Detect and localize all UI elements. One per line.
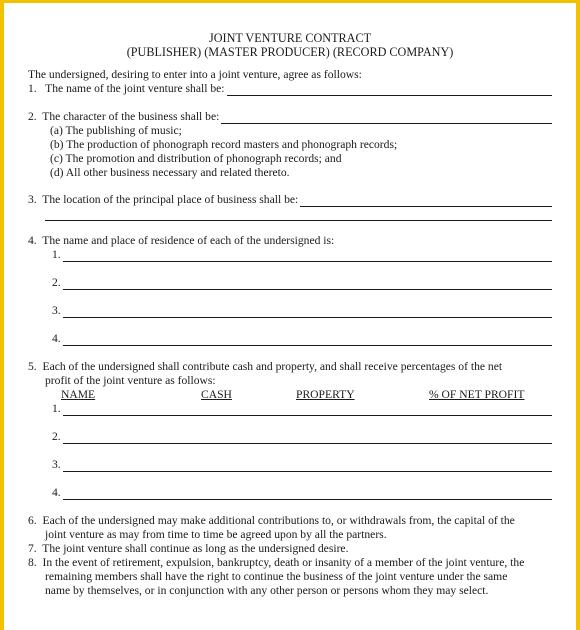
principal-place-blank[interactable] <box>300 195 552 207</box>
row-number: 4. <box>52 332 61 345</box>
residence-blank-4[interactable] <box>63 334 552 346</box>
residence-blank-2[interactable] <box>63 278 552 290</box>
item-8-line-3: name by themselves, or in conjunction with any other person or persons whom they may select. <box>45 584 489 597</box>
item-2-sub-a: (a) The publishing of music; <box>50 124 182 137</box>
header-net-profit: % OF NET PROFIT <box>429 388 525 401</box>
row-number: 2. <box>52 430 61 443</box>
residence-blank-3[interactable] <box>63 306 552 318</box>
profit-blank-2[interactable] <box>63 432 552 444</box>
header-name: NAME <box>61 388 96 401</box>
item-2-sub-c: (c) The promotion and distribution of phonograph records; and <box>50 152 342 165</box>
title-line-1: JOINT VENTURE CONTRACT <box>208 31 372 45</box>
item-3 <box>28 193 552 207</box>
row-number: 3. <box>52 304 61 317</box>
item-6-line-1: 6. Each of the undersigned may make additional contributions to, or withdrawals from, the capital of the <box>28 514 515 527</box>
header-property: PROPERTY <box>296 388 355 401</box>
profit-table-headers <box>28 388 552 402</box>
residence-blank-1[interactable] <box>63 250 552 262</box>
item-8-line-2: remaining members shall have the right to continue the business of the joint venture under the same <box>45 570 508 583</box>
row-number: 2. <box>52 276 61 289</box>
item-3-label: 3. The location of the principal place of business shall be: <box>28 193 299 206</box>
item-5-line-1: 5. Each of the undersigned shall contribute cash and property, and shall receive percentages of the net <box>28 360 503 373</box>
profit-row <box>28 402 552 416</box>
item-7: 7. The joint venture shall continue as long as the undersigned desire. <box>28 542 349 555</box>
residence-row <box>28 332 552 346</box>
item-2-label: 2. The character of the business shall be: <box>28 110 220 123</box>
item-1 <box>28 82 552 96</box>
principal-place-blank-2[interactable] <box>45 209 552 221</box>
profit-row <box>28 486 552 500</box>
joint-venture-name-blank[interactable] <box>227 84 552 96</box>
intro-text: The undersigned, desiring to enter into a joint venture, agree as follows: <box>28 68 362 81</box>
item-2-sub-b: (b) The production of phonograph record masters and phonograph records; <box>50 138 398 151</box>
item-4-label: 4. The name and place of residence of each of the undersigned is: <box>28 234 335 247</box>
header-cash: CASH <box>201 388 232 401</box>
contract-body <box>28 31 552 598</box>
profit-blank-4[interactable] <box>63 488 552 500</box>
profit-blank-3[interactable] <box>63 460 552 472</box>
profit-blank-1[interactable] <box>63 404 552 416</box>
row-number: 1. <box>52 248 61 261</box>
item-1-label: 1. The name of the joint venture shall be: <box>28 82 225 95</box>
residence-row <box>28 276 552 290</box>
row-number: 4. <box>52 486 61 499</box>
profit-row <box>28 430 552 444</box>
item-5-line-2: profit of the joint venture as follows: <box>45 374 216 387</box>
title-line-2: (PUBLISHER) (MASTER PRODUCER) (RECORD COMPANY) <box>126 45 454 59</box>
item-2 <box>28 110 552 124</box>
row-number: 1. <box>52 402 61 415</box>
business-character-blank[interactable] <box>221 112 552 124</box>
row-number: 3. <box>52 458 61 471</box>
profit-row <box>28 458 552 472</box>
residence-row <box>28 304 552 318</box>
item-8-line-1: 8. In the event of retirement, expulsion, bankruptcy, death or insanity of a member of the joint venture, the <box>28 556 525 569</box>
residence-row <box>28 248 552 262</box>
item-6-line-2: joint venture as may from time to time be agreed upon by all the partners. <box>45 528 387 541</box>
item-2-sub-d: (d) All other business necessary and related thereto. <box>50 166 290 179</box>
document-page <box>4 3 576 630</box>
